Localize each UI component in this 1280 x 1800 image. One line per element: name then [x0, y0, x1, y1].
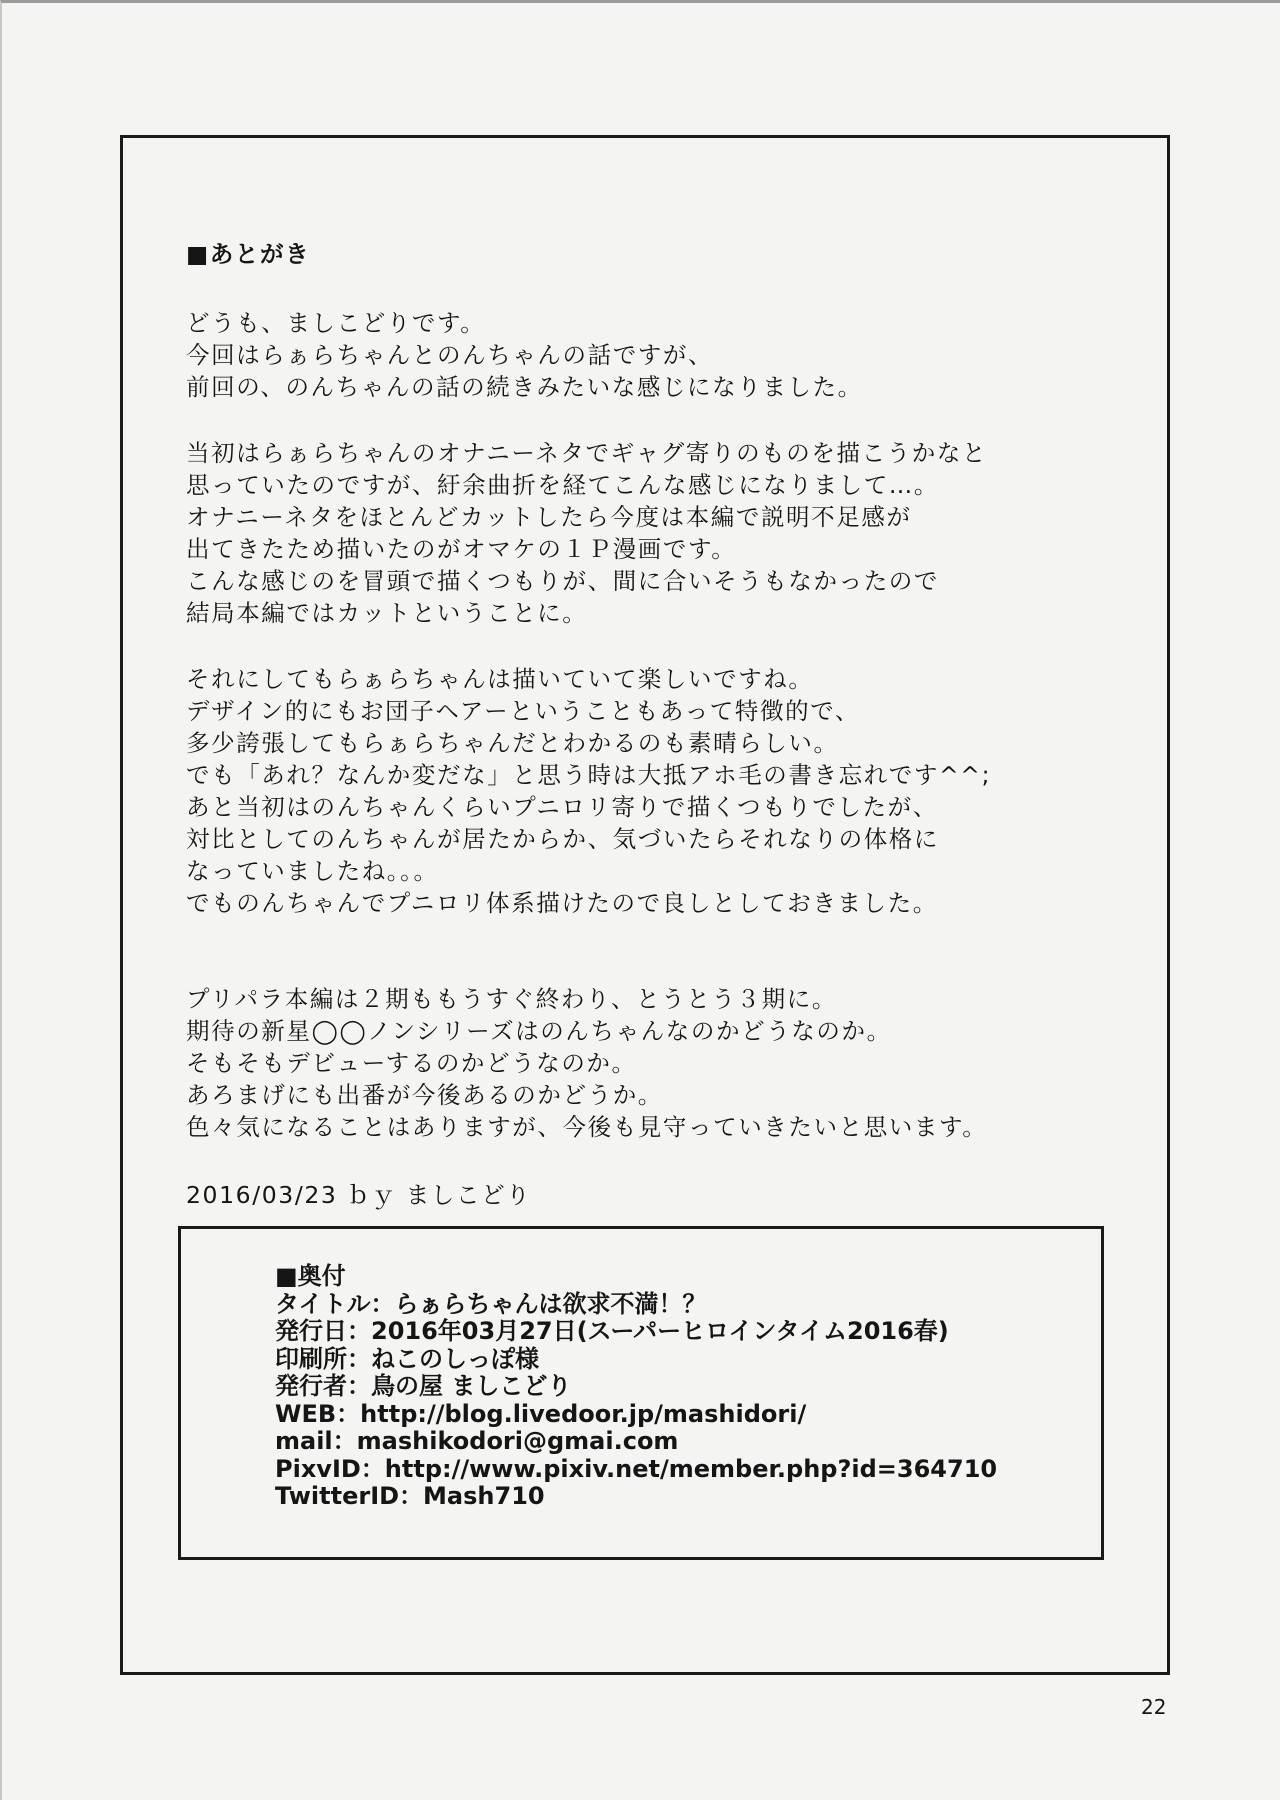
- text-line: でものんちゃんでプニロリ体系描けたので良しとしておきました。: [186, 889, 938, 917]
- afterword-section: [186, 235, 1106, 1211]
- text-line: なっていましたね。。。: [186, 857, 439, 885]
- text-line: 前回の、のんちゃんの話の続きみたいな感じになりました。: [186, 373, 863, 401]
- text-line: 期待の新星◯◯ノンシリーズはのんちゃんなのかどうなのか。: [186, 1017, 892, 1045]
- text-line: あろまげにも出番が今後あるのかどうか。: [186, 1081, 663, 1109]
- text-line: 多少誇張してもらぁらちゃんだとわかるのも素晴らしい。: [186, 729, 839, 757]
- text-line: オナニーネタをほとんどカットしたら今度は本編で説明不足感が: [186, 503, 912, 531]
- text-line: プリパラ本編は２期ももうすぐ終わり、とうとう３期に。: [186, 985, 837, 1013]
- signature-date: 2016/03/23 ｂｙ ましこどり: [186, 1181, 532, 1209]
- text-line: 当初はらぁらちゃんのオナニーネタでギャグ寄りのものを描こうかなと: [186, 439, 988, 467]
- page-number: 22: [1141, 1695, 1167, 1719]
- text-line: 対比としてのんちゃんが居たからか、気づいたらそれなりの体格に: [186, 825, 939, 853]
- text-line: 結局本編ではカットということに。: [186, 599, 588, 627]
- colophon-heading: ■奥付: [275, 1262, 346, 1290]
- colophon-title: タイトル：らぁらちゃんは欲求不満！？: [275, 1289, 707, 1318]
- text-line: どうも、ましこどりです。: [186, 309, 486, 337]
- text-line: それにしてもらぁらちゃんは描いていて楽しいですね。: [186, 665, 814, 693]
- text-line: 出てきたため描いたのがオマケの１Ｐ漫画です。: [186, 535, 737, 563]
- text-line: あと当初はのんちゃんくらいプニロリ寄りで描くつもりでしたが、: [186, 793, 938, 821]
- afterword-paragraph-2: [186, 437, 1106, 629]
- text-line: こんな感じのを冒頭で描くつもりが、間に合いそうもなかったので: [186, 567, 939, 595]
- text-line: デザイン的にもお団子ヘアーということもあって特徴的で、: [186, 697, 860, 725]
- colophon-mail: mail：mashikodori@gmai.com: [275, 1427, 679, 1455]
- colophon-publish-date: 発行日：2016年03月27日(スーパーヒロインタイム2016春): [275, 1317, 949, 1345]
- text-line: 今回はらぁらちゃんとのんちゃんの話ですが、: [186, 341, 714, 369]
- colophon-box: [178, 1226, 1104, 1560]
- colophon-publisher: 発行者：鳥の屋 ましこどり: [275, 1372, 572, 1400]
- afterword-paragraph-1: [186, 307, 1106, 403]
- afterword-paragraph-4: [186, 983, 1106, 1143]
- colophon-pixiv: PixvID：http://www.pixiv.net/member.php?id=364710: [275, 1454, 998, 1483]
- text-line: 色々気になることはありますが、今後も見守っていきたいと思います。: [186, 1113, 988, 1141]
- colophon-text: [275, 1263, 997, 1511]
- afterword-heading: ■あとがき: [186, 240, 311, 268]
- colophon-web: WEB：http://blog.livedoor.jp/mashidori/: [275, 1399, 807, 1428]
- text-line: でも「あれ？なんか変だな」と思う時は大抵アホ毛の書き忘れです^^;: [186, 761, 992, 789]
- colophon-printer: 印刷所：ねこのしっぽ様: [275, 1344, 539, 1373]
- text-line: 思っていたのですが、紆余曲折を経てこんな感じになりまして…。: [186, 471, 939, 499]
- text-line: そもそもデビューするのかどうなのか。: [186, 1049, 637, 1077]
- afterword-paragraph-3: [186, 663, 1106, 919]
- colophon-twitter: TwitterID：Mash710: [275, 1482, 545, 1510]
